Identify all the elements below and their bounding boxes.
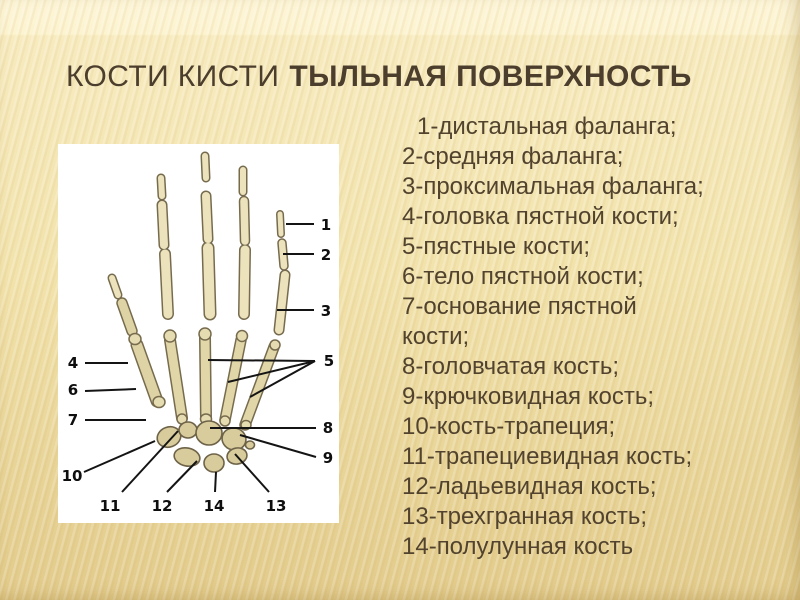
diagram-label-13: 13 — [265, 497, 287, 515]
diagram-label-3: 3 — [320, 302, 332, 320]
legend-line: 6-тело пястной кости; — [402, 263, 644, 290]
legend-line: 14-полулунная кость — [402, 533, 634, 560]
legend-line: 7-основание пястной — [402, 293, 637, 320]
diagram-label-6: 6 — [67, 381, 79, 399]
diagram-label-1: 1 — [320, 216, 332, 234]
legend-line: 8-головчатая кость; — [402, 353, 620, 380]
legend-line: 4-головка пястной кости; — [402, 203, 679, 230]
diagram-label-5: 5 — [323, 352, 335, 370]
diagram-label-2: 2 — [320, 246, 332, 264]
legend-line: 5-пястные кости; — [402, 233, 591, 260]
title-part-regular: КОСТИ КИСТИ — [66, 60, 280, 93]
diagram-label-14: 14 — [203, 497, 225, 515]
legend-line: 1-дистальная фаланга; — [417, 113, 677, 140]
hand-diagram-panel — [58, 144, 339, 523]
bone-fills — [112, 156, 285, 425]
title-part-bold: ТЫЛЬНАЯ ПОВЕРХНОСТЬ — [289, 60, 692, 93]
legend-line: кости; — [402, 323, 470, 350]
diagram-label-4: 4 — [67, 354, 79, 372]
legend-line: 12-ладьевидная кость; — [402, 473, 657, 500]
diagram-label-12: 12 — [151, 497, 173, 515]
legend-line: 9-крючковидная кость; — [402, 383, 654, 410]
diagram-label-9: 9 — [322, 449, 334, 467]
diagram-label-11: 11 — [99, 497, 121, 515]
legend-line: 13-трехгранная кость; — [402, 503, 648, 530]
diagram-label-8: 8 — [322, 419, 334, 437]
hand-bones-diagram — [58, 144, 339, 523]
legend-line: 3-проксимальная фаланга; — [402, 173, 704, 200]
legend-line: 10-кость-трапеция; — [402, 413, 616, 440]
legend-line: 2-средняя фаланга; — [402, 143, 624, 170]
page-title — [66, 58, 692, 96]
diagram-label-7: 7 — [67, 411, 79, 429]
diagram-label-10: 10 — [61, 467, 83, 485]
legend-line: 11-трапециевидная кость; — [402, 443, 693, 470]
legend-list — [402, 112, 782, 562]
